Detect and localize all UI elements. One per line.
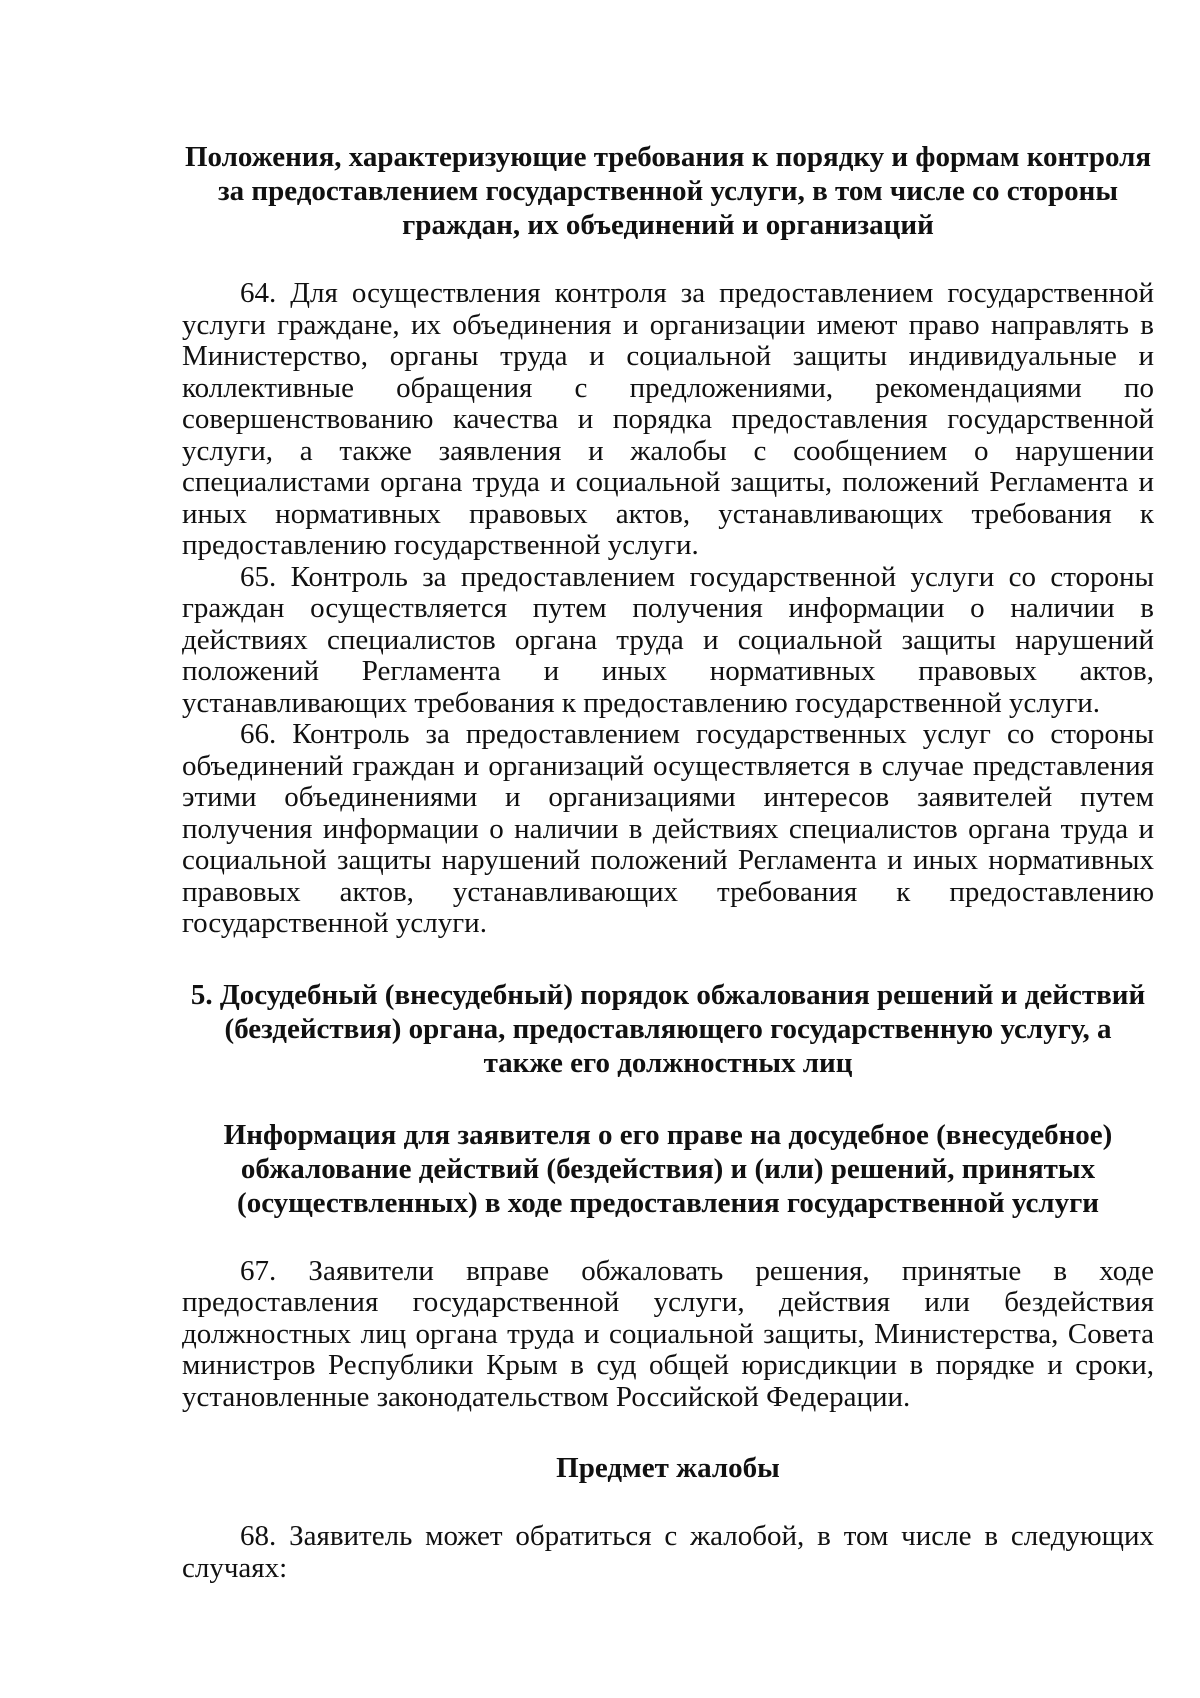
document-page [182,140,1154,1584]
paragraph-68: 68. Заявитель может обратиться с жалобой, в том числе в следующих случаях: [182,1520,1154,1584]
paragraph-66: 66. Контроль за предоставлением государственных услуг со стороны объединений граждан и организаций осуществляется в случае представления этими объединениями и организациями интересов заявителей путем получения информации о наличии в действиях специалистов органа труда и социальной защиты нарушений положений Регламента и иных нормативных правовых актов, устанавливающих требования к предоставлению государственной услуги. [182,718,1154,939]
heading-complaint-subject: Предмет жалобы [556,1452,780,1484]
heading-control-requirements: Положения, характеризующие требования к порядку и формам контроля за предоставлением государственной услуги, в том числе со стороны граждан, их объединений и организаций [184,141,1152,241]
heading-section-5: 5. Досудебный (внесудебный) порядок обжалования решений и действий (бездействия) органа, предоставляющего государственную услугу, а также его должностных лиц [190,978,1146,1079]
paragraph-64: 64. Для осуществления контроля за предоставлением государственной услуги граждане, их объединения и организации имеют право направлять в Министерство, органы труда и социальной защиты индивидуальные и коллективные обращения с предложениями, рекомендациями по совершенствованию качества и порядка предоставления государственной услуги, а также заявления и жалобы с сообщением о нарушении специалистами органа труда и социальной защиты, положений Регламента и иных нормативных правовых актов, устанавливающих требования к предоставлению государственной услуги. [182,277,1154,561]
paragraph-65: 65. Контроль за предоставлением государственной услуги со стороны граждан осуществляется путем получения информации о наличии в действиях специалистов органа труда и социальной защиты нарушений положений Регламента и иных нормативных правовых актов, устанавливающих требования к предоставлению государственной услуги. [182,560,1154,719]
heading-applicant-info: Информация для заявителя о его праве на досудебное (внесудебное) обжалование действий (бездействия) и (или) решений, принятых (осуществленных) в ходе предоставления государственной услуги [223,1118,1113,1219]
paragraph-67: 67. Заявители вправе обжаловать решения, принятые в ходе предоставления государственной услуги, действия или бездействия должностных лиц органа труда и социальной защиты, Министерства, Совета министров Республики Крым в суд общей юрисдикции в порядке и сроки, установленные законодательством Российской Федерации. [182,1254,1154,1413]
